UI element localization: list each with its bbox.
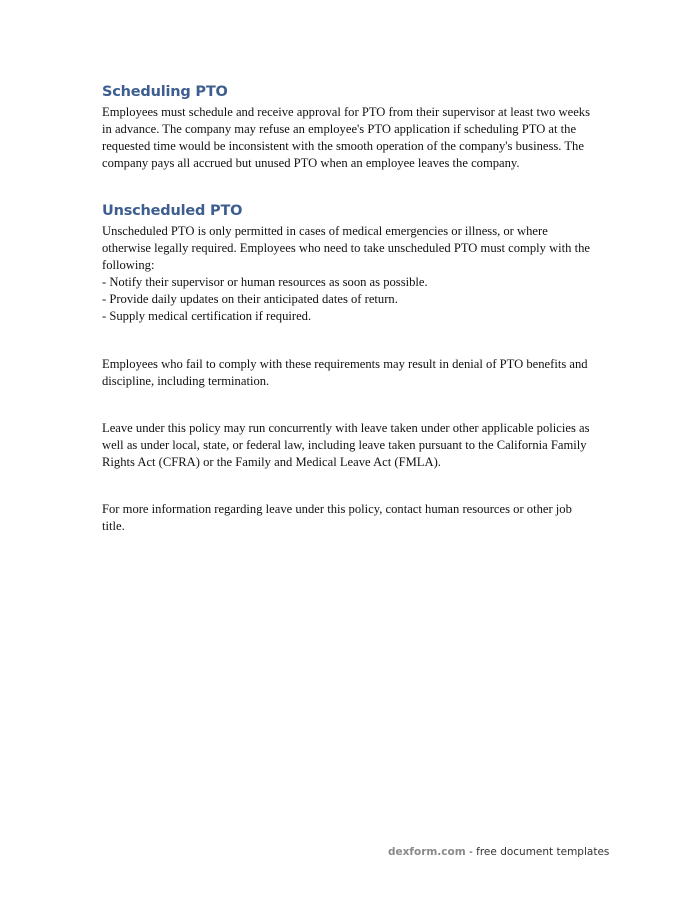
spacer xyxy=(102,325,592,356)
page-footer xyxy=(388,846,608,858)
spacer xyxy=(102,390,592,420)
compliance-paragraph: Employees who fail to comply with these requirements may result in denial of PTO benefits and discipline, including termination. xyxy=(102,357,588,388)
document-content xyxy=(102,82,592,535)
spacer xyxy=(102,471,592,501)
section-heading-scheduling-pto: Scheduling PTO xyxy=(102,84,228,100)
list-item: - Provide daily updates on their anticipated dates of return. xyxy=(102,292,398,306)
footer-tagline: - free document templates xyxy=(465,846,610,858)
requirements-list xyxy=(102,274,592,325)
section-body-scheduling-pto: Employees must schedule and receive approval for PTO from their supervisor at least two weeks in advance. The company may refuse an employee's PTO application if scheduling PTO at the requested time would be inconsistent with the smooth operation of the company's business. The company pays all accrued but unused PTO when an employee leaves the company. xyxy=(102,105,590,170)
section-heading-unscheduled-pto: Unscheduled PTO xyxy=(102,203,243,219)
list-item: - Notify their supervisor or human resources as soon as possible. xyxy=(102,275,428,289)
footer-brand-link[interactable]: dexform.com xyxy=(388,846,466,858)
spacer xyxy=(102,172,592,201)
section-body-unscheduled-pto: Unscheduled PTO is only permitted in cases of medical emergencies or illness, or where otherwise legally required. Employees who need to take unscheduled PTO must comply with the following: xyxy=(102,224,591,272)
more-information-paragraph: For more information regarding leave under this policy, contact human resources or other job title. xyxy=(102,502,572,533)
concurrent-leave-paragraph: Leave under this policy may run concurrently with leave taken under other applicable policies as well as under local, state, or federal law, including leave taken pursuant to the California Family Rights Act (CFRA) or the Family and Medical Leave Act (FMLA). xyxy=(102,421,590,469)
list-item: - Supply medical certification if required. xyxy=(102,309,312,323)
